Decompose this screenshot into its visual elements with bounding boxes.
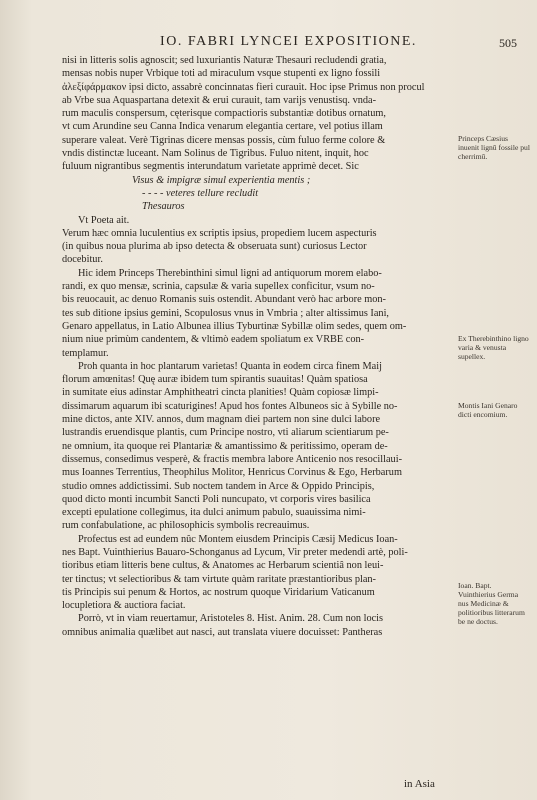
text-line: Hic idem Princeps Therebinthini simul ligni ad antiquorum morem elabo- bbox=[78, 267, 382, 279]
margin-note: Ioan. Bapt. Vuinthierius Germa nus Medicinæ & politioribus litterarum be ne doctus. bbox=[458, 581, 525, 626]
text-line: tes sub ditione ipsius gemini, Scopulosus vnus in Vmbria ; alter altissimus Iani, bbox=[62, 307, 390, 319]
text-line: dissemus, consedimus vesperè, & fractis membra labore Anticenio nos resocillaui- bbox=[62, 453, 402, 465]
text-line: mine dictos, ante XIV. annos, dum magnam diei partem non sine dulci labore bbox=[62, 414, 381, 426]
main-text bbox=[62, 54, 452, 639]
text-line: in sumitate eius adinstar Amphitheatri cincta planities! Quàm copiosæ limpi- bbox=[62, 387, 379, 399]
text-line: Profectus est ad eundem nûc Montem eiusdem Principis Cæsij Medicus Ioan- bbox=[78, 533, 398, 545]
text-line: lustrandis eruendisque plantis, cum Principe nostro, vti aliarum scientiarum pe- bbox=[62, 427, 389, 439]
text-line: Proh quanta in hoc plantarum varietas! Quanta in eodem circa finem Maij bbox=[78, 360, 382, 372]
text-line: mus Ioannes Terrentius, Theophilus Molitor, Henricus Corvinus & Ego, Herbarum bbox=[62, 467, 402, 479]
text-line: studio omnes addictissimi. Sub noctem tandem in Arce & Oppido Principis, bbox=[62, 480, 375, 492]
text-line: Vt Poeta ait. bbox=[78, 214, 130, 226]
text-line: quod dicto monti incumbit Sancti Poli nuncupato, vt corporis vires basilica bbox=[62, 493, 371, 505]
verse-line: Thesauros bbox=[142, 201, 185, 213]
text-line: nes Bapt. Vuinthierius Bauaro-Schonganus ad Lycum, Vir preter medendi artè, poli- bbox=[62, 546, 408, 558]
page-number: 505 bbox=[499, 36, 517, 50]
margin-note: Ex Therebinthino ligno varia & venusta supellex. bbox=[458, 334, 529, 361]
text-line: ab Vrbe sua Aquaspartana detexit & erui curauit, tam varijs venustisq. vnda- bbox=[62, 94, 377, 106]
text-line: excepti epulatione collegimus, ita dulci animum pabulo, suauissima nimi- bbox=[62, 507, 366, 519]
text-line: ne omnium, ita quoque rei Plantariæ & amantissimo & peritissimo, operam de- bbox=[62, 440, 388, 452]
margin-note: Montis Iani Genaro dicti encomium. bbox=[458, 401, 518, 419]
text-line: bis reuocauit, ac denuo Romanis suis ostendit. Abundant verò hac arbore mon- bbox=[62, 294, 386, 306]
verse-line: Visus & impigræ simul experientia mentis ; bbox=[132, 174, 311, 186]
text-line: (in quibus noua plurima ab ipso detecta & obseruata sunt) curiosus Lector bbox=[62, 241, 367, 253]
text-line: ἀλεξίφάρμακον ipsi dicto, assabrè concinnatas fieri curauit. Hoc ipse Primus non procul bbox=[62, 81, 425, 93]
text-line: mensas nobis nuper Vrbique toti ad miraculum vsque stupenti ex ligno fossili bbox=[62, 68, 381, 80]
text-line: ter tinctus; vt selectioribus & tam virtute quàm raritate præstantioribus plan- bbox=[62, 573, 376, 585]
margin-note: Princeps Cæsius inuenit lignū fossile pul cherrimū. bbox=[458, 134, 530, 161]
text-line: nium niue primùm candentem, & vltimò eadem spoliatum ex VRBE con- bbox=[62, 334, 365, 346]
text-line: rum confabulatione, ac philosophicis symbolis recreauimus. bbox=[62, 520, 310, 532]
text-line: locupletiora & auctiora faciat. bbox=[62, 600, 186, 612]
text-line: Verum hæc omnia luculentius ex scriptis ipsius, propediem lucem aspecturis bbox=[62, 227, 377, 239]
text-line: templamur. bbox=[62, 347, 109, 359]
text-line: Genaro appellatus, in Latio Albunea illius Tyburtinæ Sybillæ olim sedes, quem om- bbox=[62, 320, 407, 332]
text-line: docebitur. bbox=[62, 254, 103, 266]
text-line: dissimarum aquarum ibi scaturigines! Apud hos fontes Albuneos sic à Sybille no- bbox=[62, 400, 398, 412]
catchword: in Asia bbox=[404, 778, 435, 790]
text-line: tioribus etiam litteris bene cultus, & Anatomes ac Herbarum scientiâ non leui- bbox=[62, 560, 384, 572]
text-line: Porrò, vt in viam reuertamur, Aristoteles 8. Hist. Anim. 28. Cum non locis bbox=[78, 613, 384, 625]
text-line: vt cum Arundine seu Canna Indica venarum elegantia certare, vel potius illam bbox=[62, 121, 383, 133]
text-line: randi, ex quo mensæ, scrinia, capsulæ & varia supellex conficitur, vsum no- bbox=[62, 281, 375, 293]
verse-line: - - - - veteres tellure recludit bbox=[142, 187, 259, 199]
running-head: IO. FABRI LYNCEI EXPOSITIONE. bbox=[160, 34, 417, 49]
text-line: vndis distinctæ luceant. Nam Solinus de Tigribus. Fuluo nitent, inquit, hoc bbox=[62, 148, 369, 160]
text-line: florum amœnitas! Quę auræ ibidem tum spirantis suauitas! Quàm spatiosa bbox=[62, 374, 368, 386]
text-line: omnibus animalia quælibet aut nasci, aut translata viuere docuisset: Pantheras bbox=[62, 626, 383, 638]
text-line: nisi in litteris solis agnoscit; sed luxuriantis Naturæ Thesauri recludendi gratia, bbox=[62, 55, 387, 66]
text-line: tis Principis sui penum & Hortos, ac nostrum quoque Viridarium Vaticanum bbox=[62, 586, 375, 598]
text-line: superare valeat. Verè Tigrinas dicere mensas possis, cùm fuluo ferme colore & bbox=[62, 134, 386, 146]
text-line: fuluum nigrantibus segmentis interundatum varietate apprimè decet. Sic bbox=[62, 161, 359, 173]
text-line: rum maculis conspersum, cęterisque compactioris substantiæ dotibus ornatum, bbox=[62, 108, 387, 120]
